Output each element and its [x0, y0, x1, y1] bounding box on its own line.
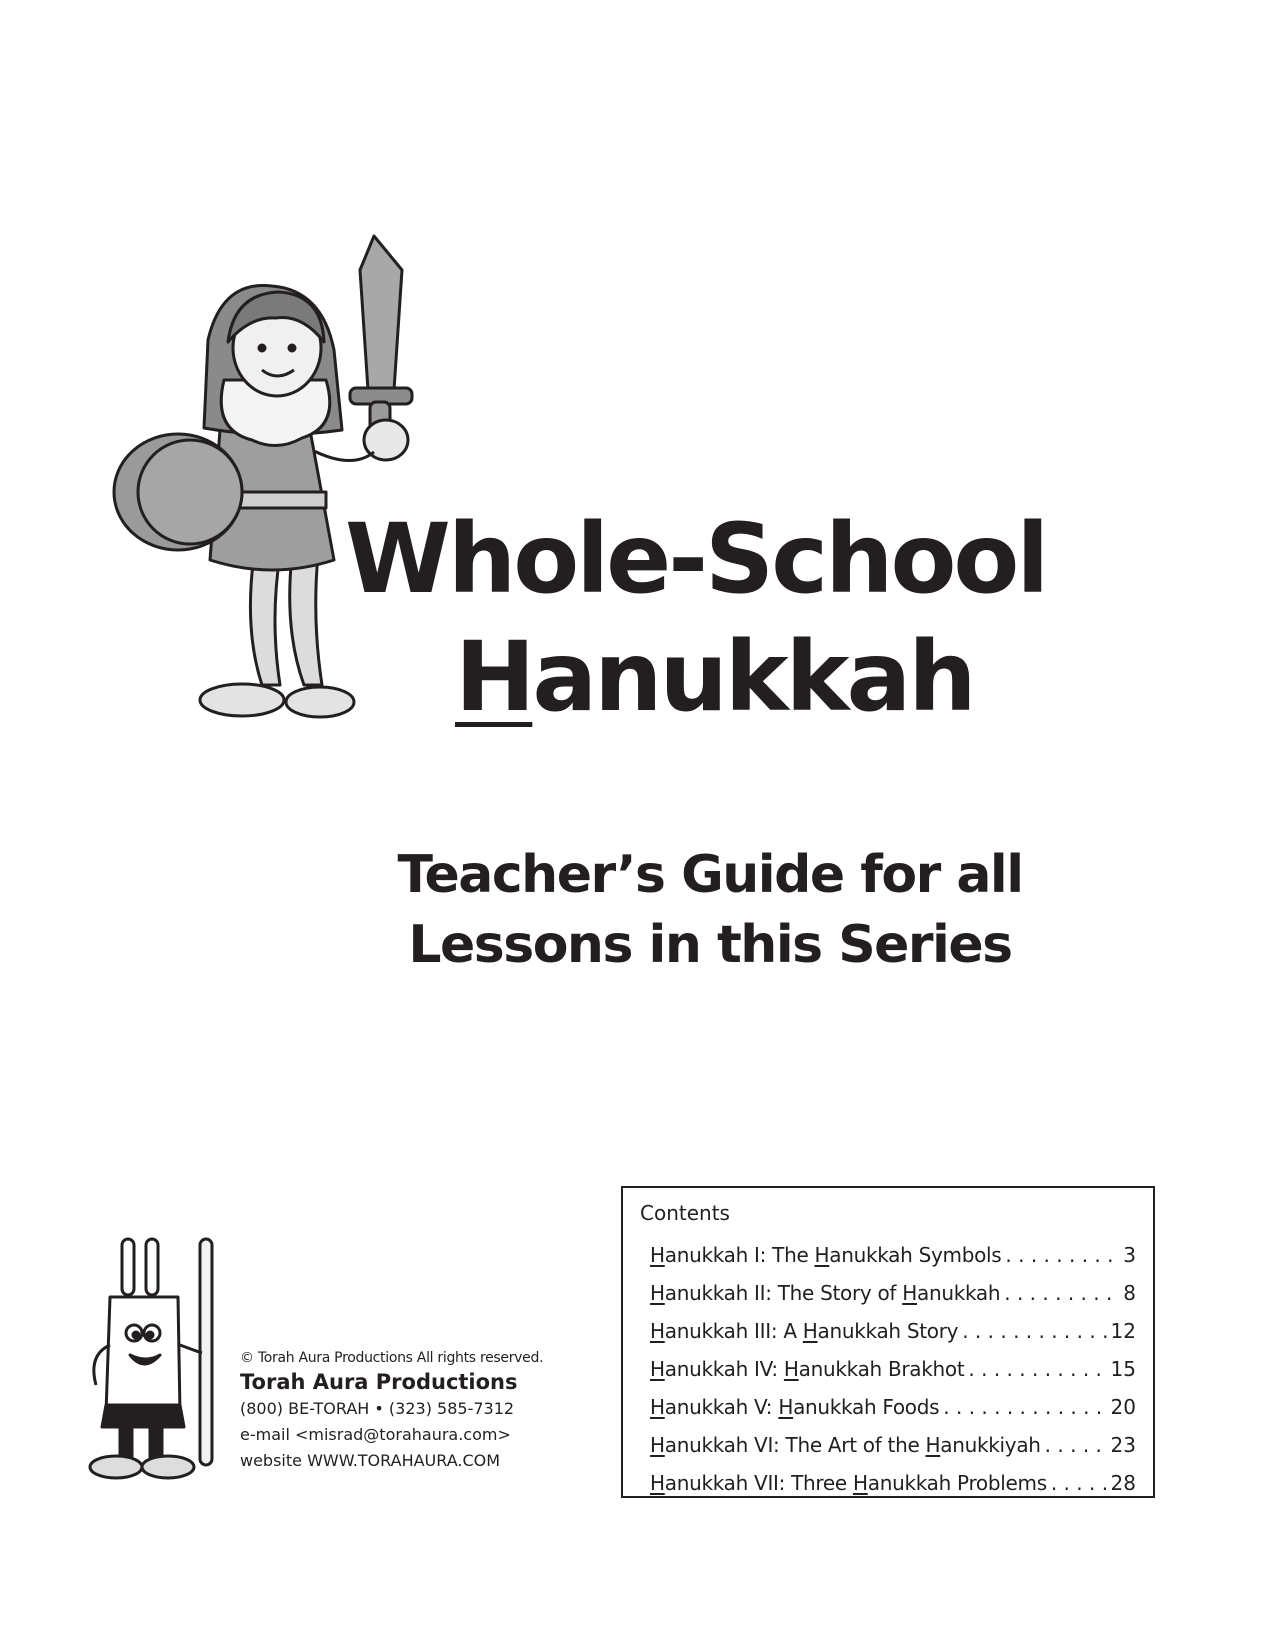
- contents-item-page: 15: [1110, 1357, 1136, 1381]
- contents-item-page: 28: [1110, 1471, 1136, 1495]
- leader-dots: [1041, 1426, 1107, 1464]
- table-of-contents: [621, 1186, 1155, 1498]
- title-underlined-letter: H: [455, 621, 533, 733]
- publisher-info: [240, 1348, 610, 1474]
- torah-scroll-mascot-illustration: [80, 1235, 240, 1495]
- title-line-2-rest: anukkah: [532, 621, 974, 733]
- contents-item[interactable]: [650, 1426, 1136, 1464]
- contents-heading: Contents: [640, 1201, 730, 1225]
- contents-item-page: 20: [1110, 1395, 1136, 1419]
- contents-item-page: 12: [1110, 1319, 1136, 1343]
- leader-dots: [939, 1388, 1106, 1426]
- leader-dots: [1000, 1274, 1119, 1312]
- contents-item-title: Hanukkah VII: Three Hanukkah Problems: [650, 1471, 1047, 1495]
- leader-dots: [958, 1312, 1106, 1350]
- contents-item[interactable]: [650, 1274, 1136, 1312]
- document-subtitle: [330, 840, 1090, 980]
- title-line-2: [345, 618, 1065, 736]
- contents-item-page: 8: [1123, 1281, 1136, 1305]
- contents-item[interactable]: [650, 1236, 1136, 1274]
- contents-item[interactable]: [650, 1350, 1136, 1388]
- publisher-website: website WWW.TORAHAURA.COM: [240, 1451, 501, 1470]
- document-title: [345, 500, 1065, 736]
- title-line-1: Whole-School: [345, 503, 1047, 615]
- leader-dots: [1001, 1236, 1119, 1274]
- contents-item[interactable]: [650, 1464, 1136, 1502]
- contents-list: [650, 1236, 1136, 1502]
- contents-item-title: Hanukkah I: The Hanukkah Symbols: [650, 1243, 1002, 1267]
- contents-item-title: Hanukkah IV: Hanukkah Brakhot: [650, 1357, 965, 1381]
- subtitle-line-1: Teacher’s Guide for all: [397, 845, 1023, 905]
- contents-item-title: Hanukkah II: The Story of Hanukkah: [650, 1281, 1001, 1305]
- leader-dots: [964, 1350, 1106, 1388]
- publisher-phone: (800) BE-TORAH • (323) 585-7312: [240, 1399, 515, 1418]
- contents-item-title: Hanukkah V: Hanukkah Foods: [650, 1395, 940, 1419]
- publisher-email: e-mail <misrad@torahaura.com>: [240, 1425, 511, 1444]
- leader-dots: [1047, 1464, 1107, 1502]
- contents-item[interactable]: [650, 1312, 1136, 1350]
- contents-item-page: 3: [1123, 1243, 1136, 1267]
- publisher-name: Torah Aura Productions: [240, 1370, 518, 1394]
- contents-item-title: Hanukkah VI: The Art of the Hanukkiyah: [650, 1433, 1041, 1457]
- copyright-notice: © Torah Aura Productions All rights reserved.: [240, 1350, 544, 1366]
- contents-item[interactable]: [650, 1388, 1136, 1426]
- contents-item-title: Hanukkah III: A Hanukkah Story: [650, 1319, 959, 1343]
- contents-item-page: 23: [1110, 1433, 1136, 1457]
- subtitle-line-2: Lessons in this Series: [408, 915, 1012, 975]
